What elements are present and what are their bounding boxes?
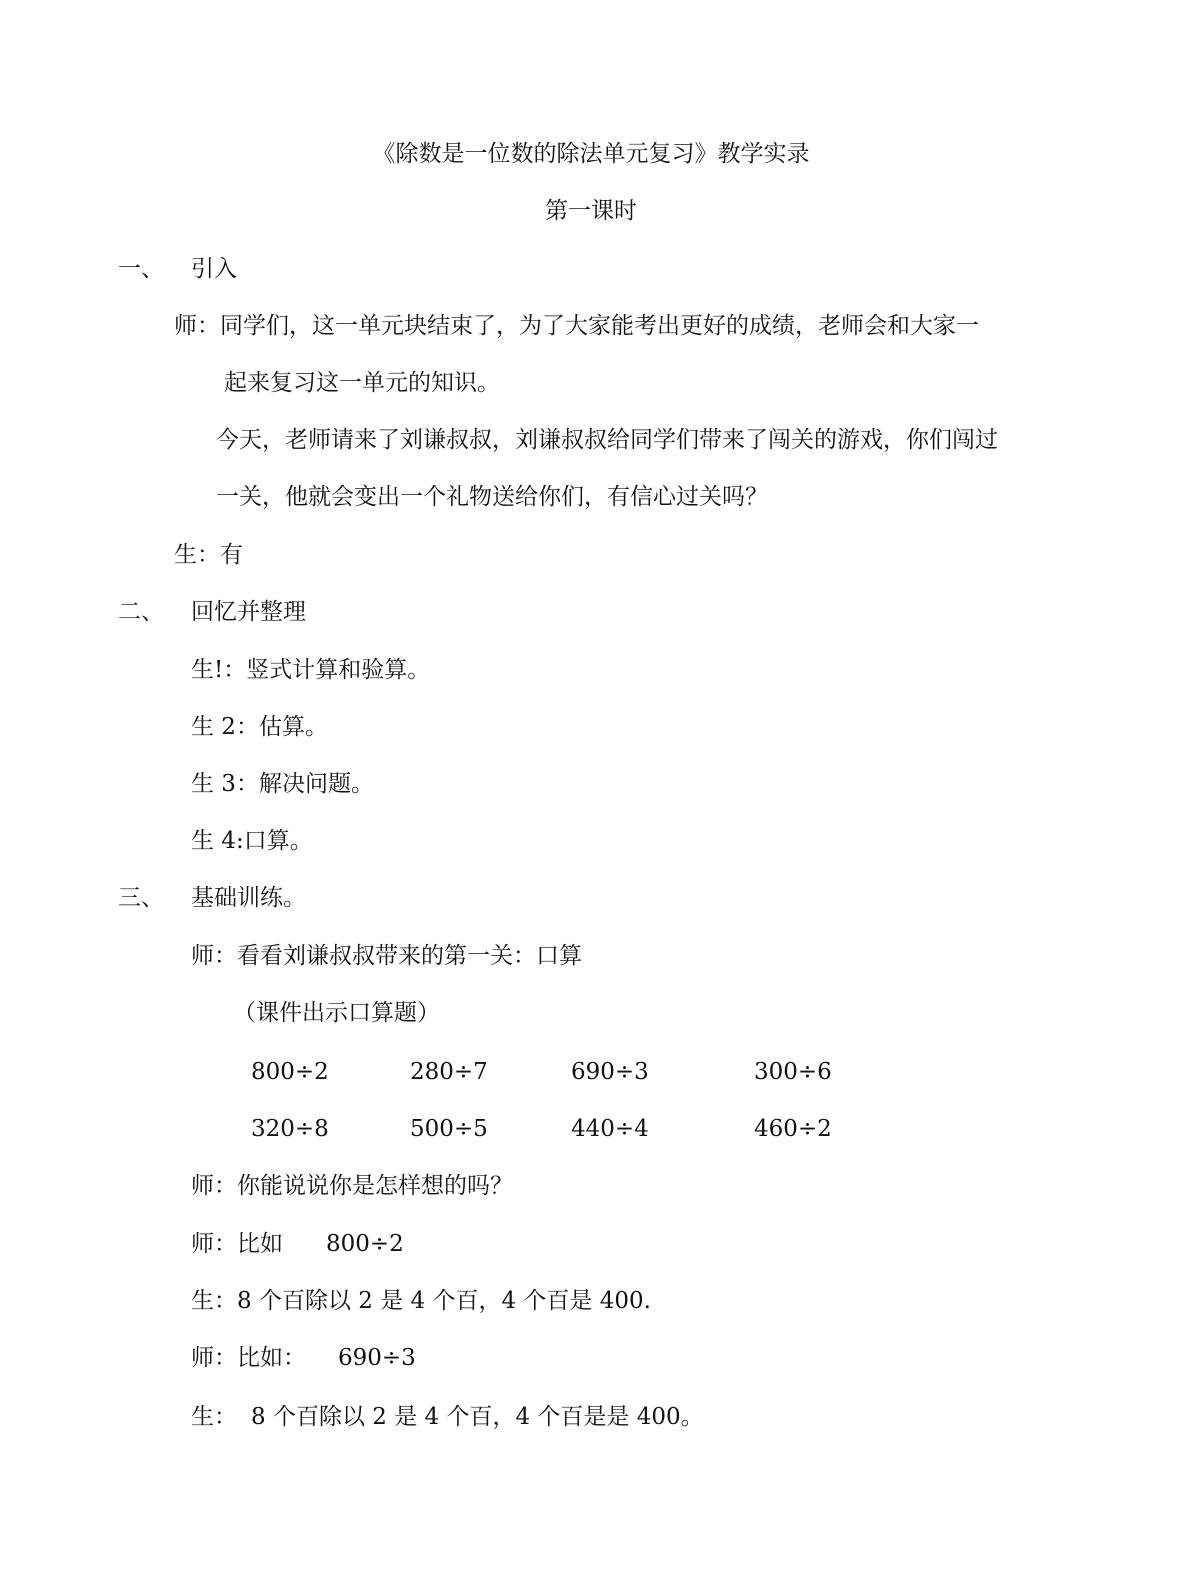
paragraph-line: 今天，老师请来了刘谦叔叔，刘谦叔叔给同学们带来了闯关的游戏，你们闯过 <box>216 427 998 453</box>
answer-label: 生： <box>191 1404 237 1430</box>
calc-item: 500÷5 <box>410 1116 488 1142</box>
calc-item: 320÷8 <box>251 1116 329 1142</box>
section-number: 一、 <box>118 256 164 282</box>
calc-item: 800÷2 <box>251 1059 329 1085</box>
paragraph-line: 师：看看刘谦叔叔带来的第一关：口算 <box>191 943 582 969</box>
example-label: 师：比如： <box>191 1345 306 1371</box>
calc-item: 690÷3 <box>571 1059 649 1085</box>
calc-row-1 <box>0 1057 1182 1087</box>
section-1-heading <box>0 254 1182 284</box>
paragraph-line: 一关，他就会变出一个礼物送给你们，有信心过关吗？ <box>216 484 768 510</box>
paragraph-line: 起来复习这一单元的知识。 <box>224 370 500 396</box>
section-number: 二、 <box>118 599 164 625</box>
list-item: 生!：竖式计算和验算。 <box>191 657 431 683</box>
calc-item: 280÷7 <box>410 1059 488 1085</box>
example-expression: 690÷3 <box>338 1345 416 1371</box>
document-title: 《除数是一位数的除法单元复习》教学实录 <box>372 141 810 167</box>
example-expression: 800÷2 <box>326 1231 404 1257</box>
list-item: 生 2：估算。 <box>191 714 328 740</box>
answer-line-2 <box>0 1402 1182 1432</box>
section-2-heading <box>0 597 1182 627</box>
example-label: 师：比如 <box>191 1231 283 1257</box>
calc-row-2 <box>0 1114 1182 1144</box>
paragraph-line: 生：有 <box>174 542 243 568</box>
example-line-2 <box>0 1343 1182 1373</box>
calc-item: 460÷2 <box>754 1116 832 1142</box>
section-number: 三、 <box>118 885 164 911</box>
section-title: 回忆并整理 <box>191 599 306 625</box>
list-item: 生 3：解决问题。 <box>191 771 374 797</box>
section-3-heading <box>0 883 1182 913</box>
list-item: 生 4:口算。 <box>191 828 313 854</box>
courseware-note: （课件出示口算题） <box>233 1000 440 1026</box>
document-subtitle: 第一课时 <box>545 198 637 224</box>
paragraph-line: 生：8 个百除以 2 是 4 个百，4 个百是 400. <box>191 1288 651 1314</box>
calc-item: 300÷6 <box>754 1059 832 1085</box>
section-title: 引入 <box>191 256 237 282</box>
example-line-1 <box>0 1229 1182 1259</box>
section-title: 基础训练。 <box>191 885 306 911</box>
answer-text: 8 个百除以 2 是 4 个百，4 个百是是 400。 <box>251 1404 704 1430</box>
paragraph-line: 师：同学们，这一单元块结束了，为了大家能考出更好的成绩，老师会和大家一 <box>174 313 979 339</box>
calc-item: 440÷4 <box>571 1116 649 1142</box>
paragraph-line: 师：你能说说你是怎样想的吗？ <box>191 1173 513 1199</box>
